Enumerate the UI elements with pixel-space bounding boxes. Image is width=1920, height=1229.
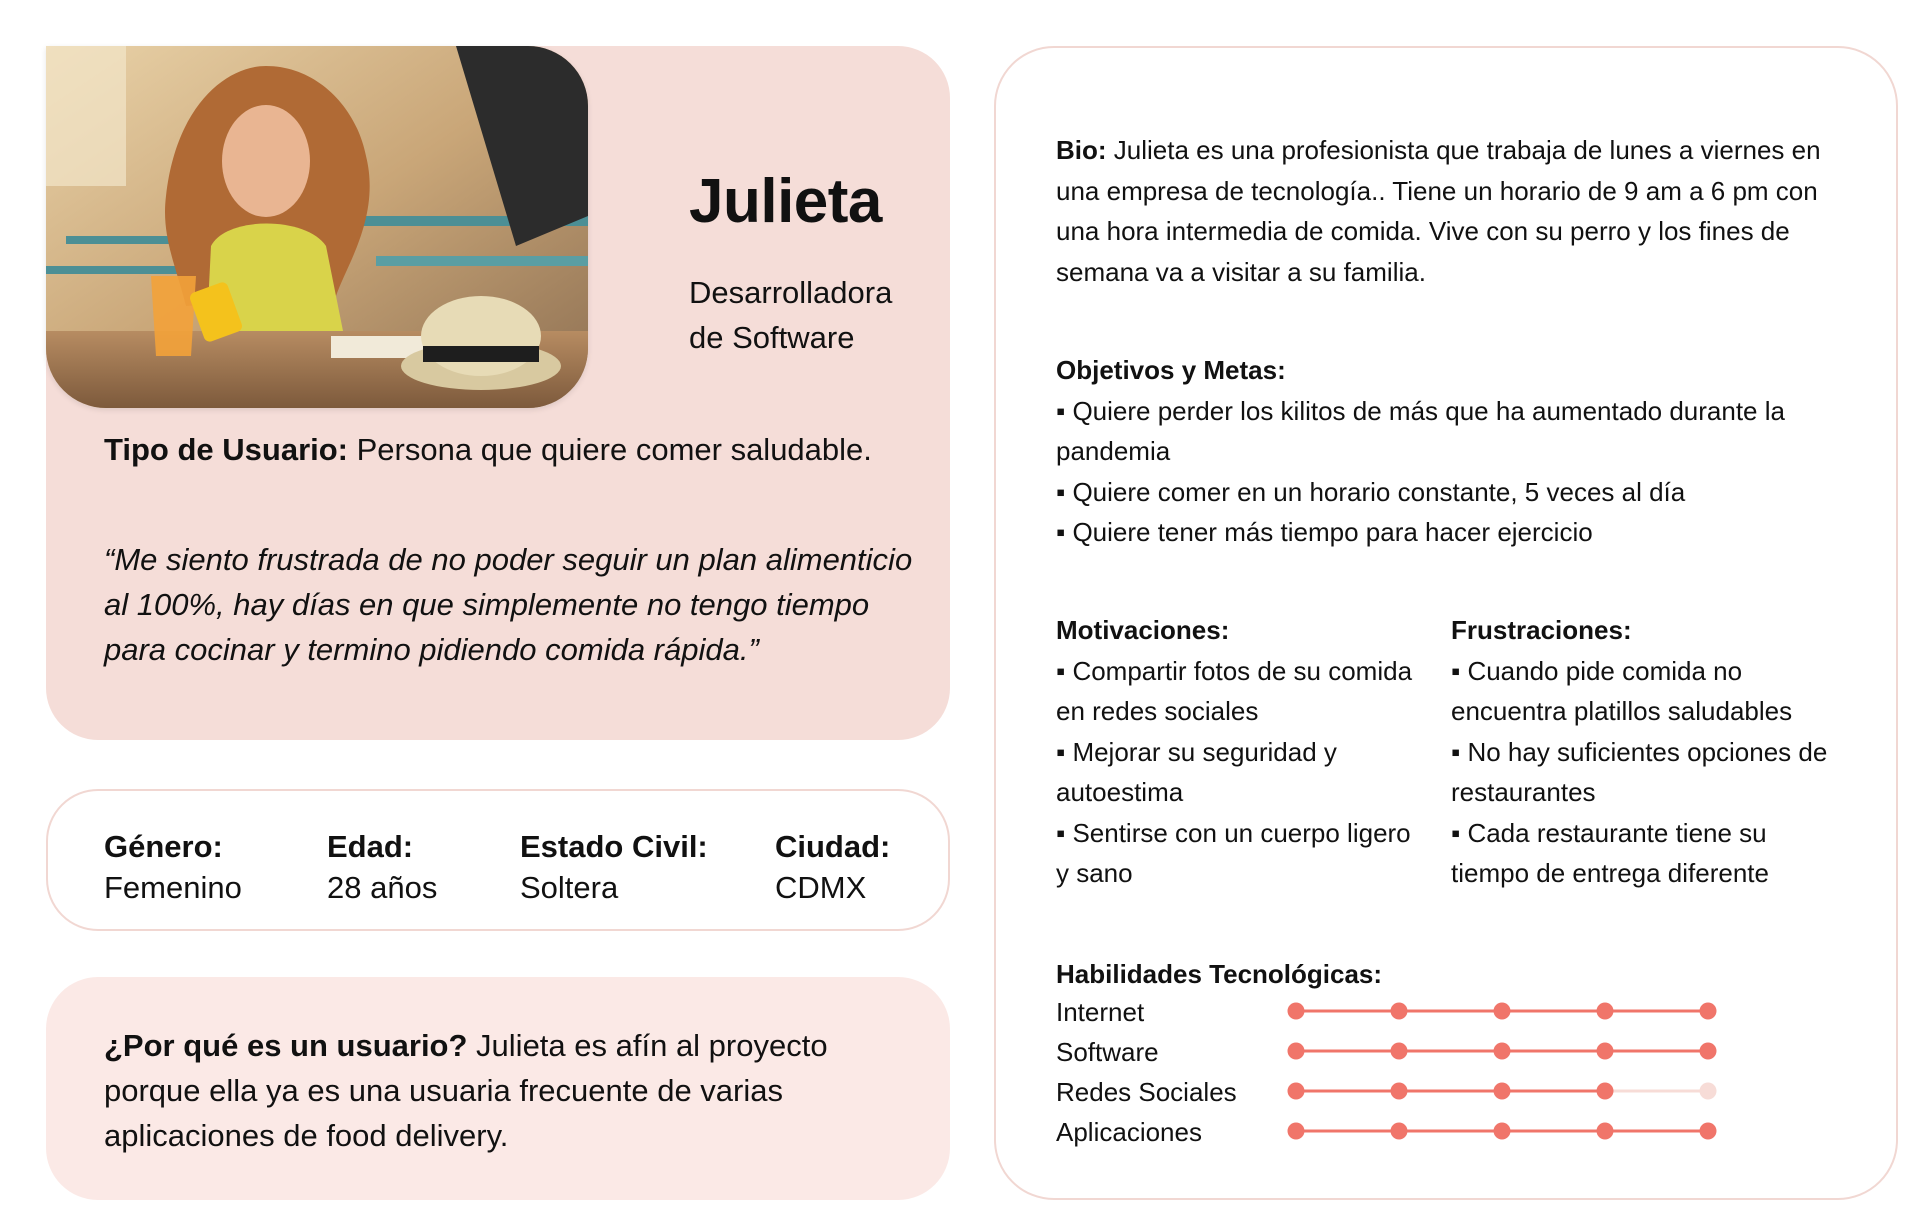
skill-dot-filled — [1597, 1123, 1614, 1140]
skill-dot-filled — [1288, 1123, 1305, 1140]
skill-dot-filled — [1288, 1083, 1305, 1100]
skill-dot-filled — [1597, 1083, 1614, 1100]
civil-label: Estado Civil: — [520, 829, 708, 864]
persona-role-line2: de Software — [689, 320, 855, 355]
persona-role — [689, 270, 949, 360]
motivation-item: ▪ Mejorar su seguridad y autoestima — [1056, 736, 1337, 807]
gender-label: Género: — [104, 829, 223, 864]
goal-item: ▪ Quiere tener más tiempo para hacer ejercicio — [1056, 517, 1593, 547]
motivations-title: Motivaciones: — [1056, 615, 1230, 645]
persona-summary-card — [46, 46, 950, 740]
skill-rating-svg — [1286, 1076, 1736, 1106]
motivation-item: ▪ Compartir fotos de su comida en redes sociales — [1056, 655, 1413, 726]
user-type-label: Tipo de Usuario: — [104, 432, 349, 467]
goal-item: ▪ Quiere comer en un horario constante, 5 veces al día — [1056, 476, 1686, 507]
why-user-card — [46, 977, 950, 1200]
why-user-value: Julieta es afín al proyecto porque ella ya es una usuaria frecuente de varias aplicaciones de food delivery. — [104, 1028, 828, 1153]
skill-label-internet: Internet — [1056, 997, 1145, 1027]
quote-line-1: “Me siento frustrada de no poder seguir un plan alimenticio — [104, 542, 913, 577]
bio-label: Bio: — [1056, 135, 1107, 165]
skill-dot-filled — [1597, 1003, 1614, 1020]
frustrations-section — [1451, 610, 1851, 894]
motivations-section — [1056, 610, 1416, 894]
frustration-item: ▪ No hay suficientes opciones de restaurantes — [1451, 736, 1828, 807]
user-type-value: Persona que quiere comer saludable. — [348, 432, 872, 467]
skill-dot-filled — [1700, 1043, 1717, 1060]
city-value: CDMX — [775, 870, 867, 905]
gender-value: Femenino — [104, 870, 242, 905]
skill-rating-software — [1286, 1036, 1736, 1066]
why-user-text — [104, 1023, 924, 1158]
persona-details-card — [994, 46, 1898, 1200]
skill-rating-svg — [1286, 996, 1736, 1026]
bio-section — [1056, 130, 1856, 292]
frustration-item: ▪ Cada restaurante tiene su tiempo de entrega diferente — [1451, 817, 1769, 888]
goals-title: Objetivos y Metas: — [1056, 355, 1286, 385]
persona-quote — [104, 537, 924, 672]
motivation-item: ▪ Sentirse con un cuerpo ligero y sano — [1056, 817, 1411, 888]
goal-item: ▪ Quiere perder los kilitos de más que ha aumentado durante la pandemia — [1056, 395, 1785, 466]
skill-dot-filled — [1494, 1083, 1511, 1100]
civil-value: Soltera — [520, 870, 619, 905]
skill-dot-empty — [1700, 1083, 1717, 1100]
skill-dot-filled — [1391, 1003, 1408, 1020]
skill-rating-redes-sociales — [1286, 1076, 1736, 1106]
quote-line-3: para cocinar y termino pidiendo comida rápida.” — [104, 632, 759, 667]
age-label: Edad: — [327, 829, 414, 864]
skills-title: Habilidades Tecnológicas: — [1056, 959, 1383, 989]
skill-dot-filled — [1494, 1003, 1511, 1020]
why-user-label: ¿Por qué es un usuario? — [104, 1028, 468, 1063]
user-type — [104, 428, 872, 472]
skill-dot-filled — [1288, 1043, 1305, 1060]
skill-label-aplicaciones: Aplicaciones — [1056, 1117, 1202, 1147]
skill-dot-filled — [1391, 1123, 1408, 1140]
skill-rating-svg — [1286, 1036, 1736, 1066]
skill-dot-filled — [1391, 1083, 1408, 1100]
demo-civil-status — [520, 826, 708, 908]
demographics-card — [46, 789, 950, 931]
skill-dot-filled — [1391, 1043, 1408, 1060]
bio-text: Julieta es una profesionista que trabaja de lunes a viernes en una empresa de tecnología.. Tiene un horario de 9 am a 6 pm con una hora intermedia de comida. Vive con su perro y los fines de semana va a visitar a su familia. — [1056, 135, 1821, 287]
frustrations-title: Frustraciones: — [1451, 615, 1632, 645]
skill-dot-filled — [1288, 1003, 1305, 1020]
demo-city — [775, 826, 890, 908]
skill-rating-aplicaciones — [1286, 1116, 1736, 1146]
skill-rating-internet — [1286, 996, 1736, 1026]
city-label: Ciudad: — [775, 829, 891, 864]
persona-name: Julieta — [689, 167, 882, 236]
skill-dot-filled — [1700, 1123, 1717, 1140]
frustration-item: ▪ Cuando pide comida no encuentra platillos saludables — [1451, 655, 1793, 726]
skill-rating-svg — [1286, 1116, 1736, 1146]
age-value: 28 años — [327, 870, 438, 905]
skill-dot-filled — [1494, 1043, 1511, 1060]
demo-gender — [104, 826, 242, 908]
persona-photo — [46, 46, 588, 408]
goals-section — [1056, 350, 1856, 553]
skill-dot-filled — [1494, 1123, 1511, 1140]
persona-role-line1: Desarrolladora — [689, 275, 893, 310]
skill-label-software: Software — [1056, 1037, 1159, 1067]
demo-age — [327, 826, 437, 908]
skill-dot-filled — [1597, 1043, 1614, 1060]
skill-dot-filled — [1700, 1003, 1717, 1020]
quote-line-2: al 100%, hay días en que simplemente no tengo tiempo — [104, 587, 870, 622]
skill-label-redes-sociales: Redes Sociales — [1056, 1077, 1237, 1107]
